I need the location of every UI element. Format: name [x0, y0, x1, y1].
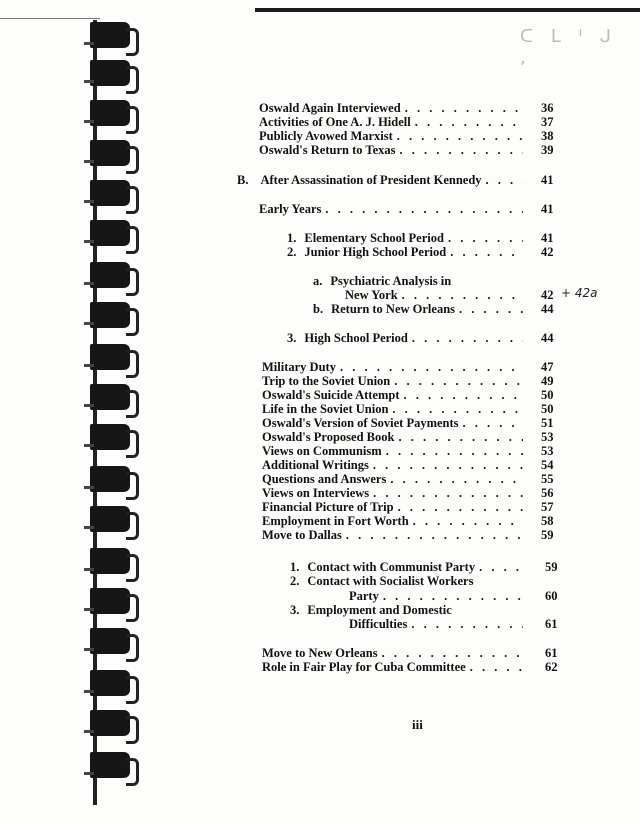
toc-entry-label: Oswald's Return to Texas: [259, 143, 396, 157]
toc-entry: [313, 302, 527, 316]
binding-ring: [90, 180, 130, 206]
toc-entry-label: Views on Interviews: [262, 486, 370, 500]
toc-page-number: 59: [541, 528, 554, 542]
toc-entry: [262, 486, 527, 500]
binding-ring: [90, 752, 130, 778]
toc-page-number: 53: [541, 444, 554, 458]
toc-entry: [259, 129, 527, 143]
dot-leader: [373, 486, 523, 500]
dot-leader: [486, 173, 523, 187]
binding-ring: [90, 424, 130, 450]
toc-entry: [237, 173, 527, 187]
dot-leader: [405, 101, 523, 115]
top-edge-bar: [255, 8, 640, 12]
toc-page-number: 55: [541, 472, 554, 486]
dot-leader: [392, 402, 523, 416]
toc-page-number: 39: [541, 143, 554, 157]
toc-entry-label: Move to Dallas: [262, 528, 342, 542]
dot-leader: [404, 388, 523, 402]
dot-leader: [450, 245, 523, 259]
toc-entry-label: Life in the Soviet Union: [262, 402, 389, 416]
toc-entry: [287, 245, 527, 259]
binding-ring: [90, 670, 130, 696]
dot-leader: [340, 360, 523, 374]
toc-entry-label: Questions and Answers: [262, 472, 387, 486]
toc-entry-label: Psychiatric Analysis in: [330, 274, 452, 288]
toc-entry-label: Views on Communism: [262, 444, 382, 458]
toc-entry: [262, 402, 527, 416]
toc-page-number: 42: [541, 288, 554, 302]
toc-entry-label: Contact with Socialist Workers: [307, 574, 474, 588]
binding-ring: [90, 628, 130, 654]
toc-entry-continuation: [345, 288, 527, 302]
toc-entry: [287, 331, 527, 345]
toc-entry: [259, 101, 527, 115]
toc-page-number: 57: [541, 500, 554, 514]
dot-leader: [402, 288, 523, 302]
binding-ring: [90, 100, 130, 126]
toc-page-number: 54: [541, 458, 554, 472]
toc-page-number: 47: [541, 360, 554, 374]
toc-entry: [259, 202, 527, 216]
toc-entry-label: Difficulties: [349, 617, 408, 631]
binding-ring: [90, 344, 130, 370]
toc-entry: [262, 500, 527, 514]
binding-ring: [90, 262, 130, 288]
toc-entry-label: Activities of One A. J. Hidell: [259, 115, 411, 129]
dot-leader: [470, 660, 523, 674]
toc-entry: [262, 374, 527, 388]
toc-entry-label: Oswald's Proposed Book: [262, 430, 395, 444]
toc-page-number: 41: [541, 202, 554, 216]
toc-entry-label: Employment and Domestic: [307, 603, 452, 617]
toc-entry: [262, 360, 527, 374]
toc-entry: [262, 388, 527, 402]
toc-entry-label: Additional Writings: [262, 458, 369, 472]
dot-leader: [325, 202, 523, 216]
toc-entry: [262, 646, 527, 660]
binding-ring: [90, 140, 130, 166]
binding-ring: [90, 302, 130, 328]
toc-entry-prefix: 3.: [290, 603, 300, 617]
dot-leader: [415, 115, 523, 129]
toc-entry-continuation: [349, 589, 527, 603]
handwritten-annotation: + 42a: [561, 286, 598, 300]
binding-ring: [90, 506, 130, 532]
toc-entry: [287, 231, 527, 245]
toc-entry-label: Trip to the Soviet Union: [262, 374, 391, 388]
toc-page-number: 61: [545, 617, 558, 631]
toc-page-number: 51: [541, 416, 554, 430]
toc-page-number: 50: [541, 402, 554, 416]
toc-page-number: 44: [541, 331, 554, 345]
toc-entry-label: Junior High School Period: [304, 245, 447, 259]
corner-stamp-mark: ᑕ ᒪ ᑊ ᒍ ,: [520, 26, 618, 68]
toc-entry-prefix: 1.: [287, 231, 297, 245]
dot-leader: [411, 617, 523, 631]
toc-page-number: 37: [541, 115, 554, 129]
toc-entry: [262, 472, 527, 486]
dot-leader: [413, 514, 523, 528]
binding-ring: [90, 588, 130, 614]
toc-entry-prefix: 3.: [287, 331, 297, 345]
binding-ring: [90, 220, 130, 246]
toc-entry: [290, 574, 473, 589]
toc-entry-continuation: [349, 617, 527, 631]
toc-entry-label: Oswald's Suicide Attempt: [262, 388, 400, 402]
toc-entry-label: Military Duty: [262, 360, 336, 374]
toc-entry-label: Oswald's Version of Soviet Payments: [262, 416, 459, 430]
toc-entry-label: New York: [345, 288, 398, 302]
dot-leader: [459, 302, 523, 316]
dot-leader: [448, 231, 523, 245]
toc-entry-prefix: 2.: [290, 574, 300, 588]
toc-entry-label: Contact with Communist Party: [307, 560, 476, 574]
dot-leader: [383, 589, 523, 603]
toc-entry-prefix: a.: [313, 274, 323, 288]
toc-entry: [290, 603, 452, 618]
toc-entry: [290, 560, 527, 574]
toc-page-number: 41: [541, 173, 554, 187]
toc-page-number: 38: [541, 129, 554, 143]
toc-page-number: 61: [545, 646, 558, 660]
toc-page-number: 53: [541, 430, 554, 444]
dot-leader: [386, 444, 523, 458]
dot-leader: [394, 374, 523, 388]
toc-entry-prefix: 2.: [287, 245, 297, 259]
toc-entry: [259, 115, 527, 129]
dot-leader: [479, 560, 523, 574]
binding-ring: [90, 22, 130, 48]
toc-entry-label: Employment in Fort Worth: [262, 514, 409, 528]
toc-page-number: 58: [541, 514, 554, 528]
toc-entry-label: Role in Fair Play for Cuba Committee: [262, 660, 466, 674]
dot-leader: [390, 472, 523, 486]
toc-page-number: 50: [541, 388, 554, 402]
toc-entry: [262, 528, 527, 542]
toc-entry: [259, 143, 527, 157]
toc-page-number: 56: [541, 486, 554, 500]
toc-entry-label: Publicly Avowed Marxist: [259, 129, 393, 143]
toc-entry-label: Move to New Orleans: [262, 646, 378, 660]
toc-entry-label: Early Years: [259, 202, 322, 216]
binding-ring: [90, 466, 130, 492]
dot-leader: [346, 528, 523, 542]
toc-entry: [262, 430, 527, 444]
toc-entry-prefix: 1.: [290, 560, 300, 574]
dot-leader: [398, 430, 523, 444]
binding-ring: [90, 60, 130, 86]
page-folio: iii: [412, 717, 423, 732]
toc-page-number: 36: [541, 101, 554, 115]
toc-entry-label: Financial Picture of Trip: [262, 500, 394, 514]
spiral-binding: [0, 0, 160, 825]
toc-page-number: 44: [541, 302, 554, 316]
toc-page-number: 49: [541, 374, 554, 388]
toc-entry-prefix: b.: [313, 302, 324, 316]
dot-leader: [398, 500, 523, 514]
dot-leader: [397, 129, 523, 143]
toc-entry-label: Party: [349, 589, 379, 603]
toc-entry-label: High School Period: [304, 331, 408, 345]
toc-entry-label: Elementary School Period: [304, 231, 444, 245]
toc-entry-label: Return to New Orleans: [331, 302, 456, 316]
toc-entry: [262, 660, 527, 674]
toc-page-number: 41: [541, 231, 554, 245]
dot-leader: [399, 143, 523, 157]
toc-entry-prefix: B.: [237, 173, 249, 187]
toc-page-number: 59: [545, 560, 558, 574]
toc-entry: [262, 416, 527, 430]
dot-leader: [382, 646, 523, 660]
toc-entry-label: After Assassination of President Kennedy: [260, 173, 482, 187]
toc-page-number: 62: [545, 660, 558, 674]
toc-entry: [262, 458, 527, 472]
binding-ring: [90, 548, 130, 574]
binding-ring: [90, 384, 130, 410]
toc-page-number: 42: [541, 245, 554, 259]
toc-entry: [262, 444, 527, 458]
toc-page-number: 60: [545, 589, 558, 603]
toc-entry: [313, 274, 451, 289]
binding-ring: [90, 710, 130, 736]
dot-leader: [463, 416, 523, 430]
dot-leader: [412, 331, 523, 345]
dot-leader: [373, 458, 523, 472]
toc-entry: [262, 514, 527, 528]
toc-entry-label: Oswald Again Interviewed: [259, 101, 401, 115]
